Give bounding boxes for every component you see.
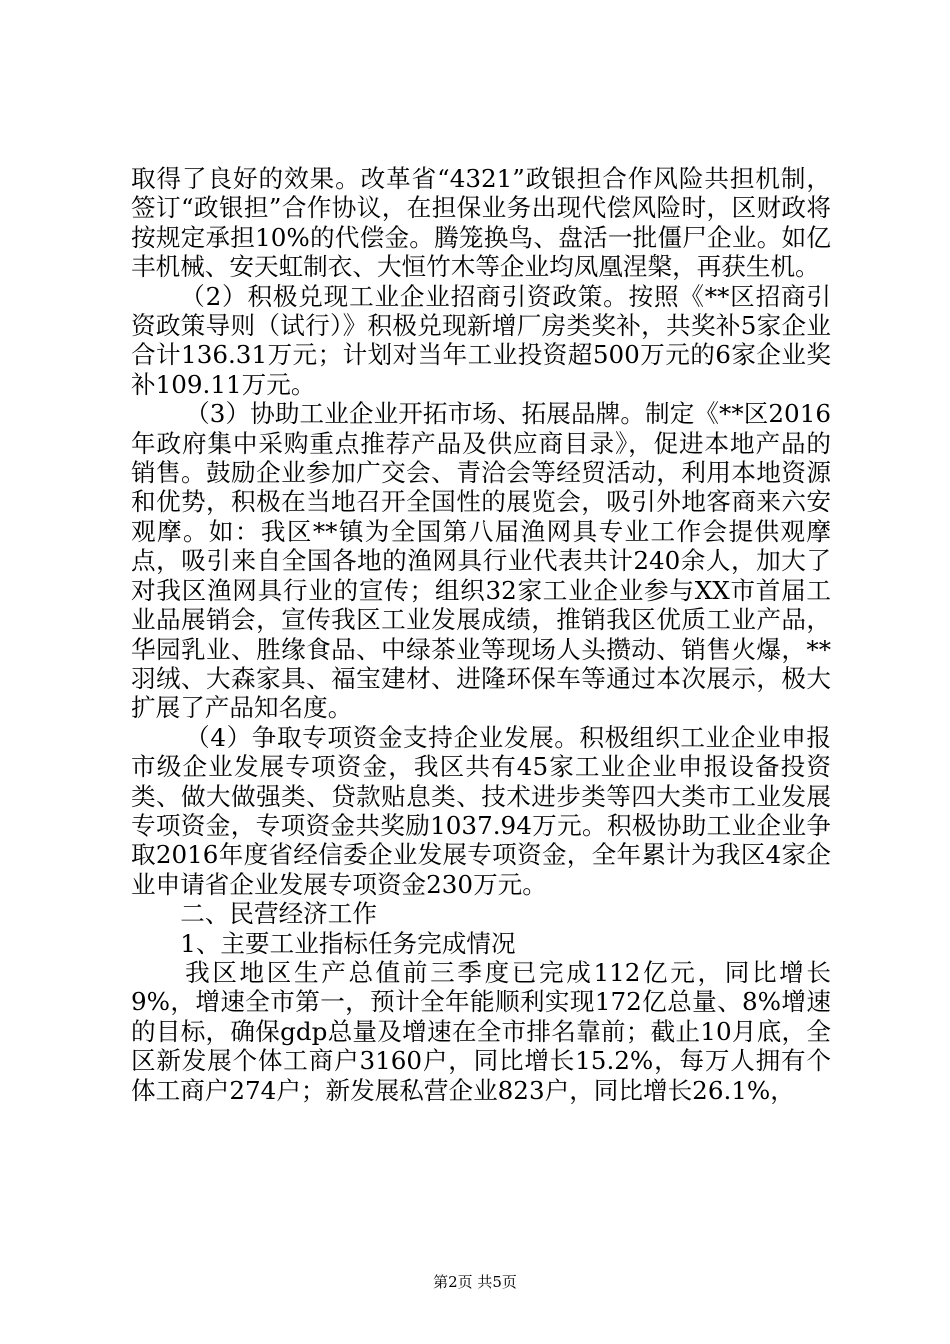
document-body <box>131 164 831 1105</box>
paragraph-3: （3）协助工业企业开拓市场、拓展品牌。制定《**区2016年政府集中采购重点推荐产品及供应商目录》，促进本地产品的销售。鼓励企业参加广交会、青洽会等经贸活动，利用本地资源和优势，积极在当地召开全国性的展览会，吸引外地客商来六安观摩。如：我区**镇为全国第八届渔网具专业工作会提供观摩点，吸引来自全国各地的渔网具行业代表共计240余人，加大了对我区渔网具行业的宣传；组织32家工业企业参与XX市首届工业品展销会，宣传我区工业发展成绩，推销我区优质工业产品，华园乳业、胜缘食品、中绿茶业等现场人头攒动、销售火爆，**羽绒、大森家具、福宝建材、进隆环保车等通过本次展示，极大扩展了产品知名度。 <box>131 399 831 723</box>
paragraph-1: 取得了良好的效果。改革省“4321”政银担合作风险共担机制，签订“政银担”合作协议，在担保业务出现代偿风险时，区财政将按规定承担10%的代偿金。腾笼换鸟、盘活一批僵尸企业。如亿丰机械、安天虹制衣、大恒竹木等企业均凤凰涅槃，再获生机。 <box>131 164 831 282</box>
page-number: 第2页 共5页 <box>433 1273 517 1291</box>
paragraph-5: 我区地区生产总值前三季度已完成112亿元，同比增长9%，增速全市第一，预计全年能顺利实现172亿总量、8%增速的目标，确保gdp总量及增速在全市排名靠前；截止10月底，全区新发展个体工商户3160户，同比增长15.2%，每万人拥有个体工商户274户；新发展私营企业823户，同比增长26.1%， <box>131 957 831 1105</box>
section-heading: 二、民营经济工作 <box>180 899 377 929</box>
paragraph-2: （2）积极兑现工业企业招商引资政策。按照《**区招商引资政策导则（试行）》积极兑现新增厂房类奖补，共奖补5家企业合计136.31万元；计划对当年工业投资超500万元的6家企业奖补109.11万元。 <box>131 281 831 399</box>
subsection-heading: 1、主要工业指标任务完成情况 <box>180 928 516 958</box>
page-footer <box>0 1271 950 1292</box>
paragraph-4: （4）争取专项资金支持企业发展。积极组织工业企业申报市级企业发展专项资金，我区共有45家工业企业申报设备投资类、做大做强类、贷款贴息类、技术进步类等四大类市工业发展专项资金，专项资金共奖励1037.94万元。积极协助工业企业争取2016年度省经信委企业发展专项资金，全年累计为我区4家企业申请省企业发展专项资金230万元。 <box>131 722 831 899</box>
